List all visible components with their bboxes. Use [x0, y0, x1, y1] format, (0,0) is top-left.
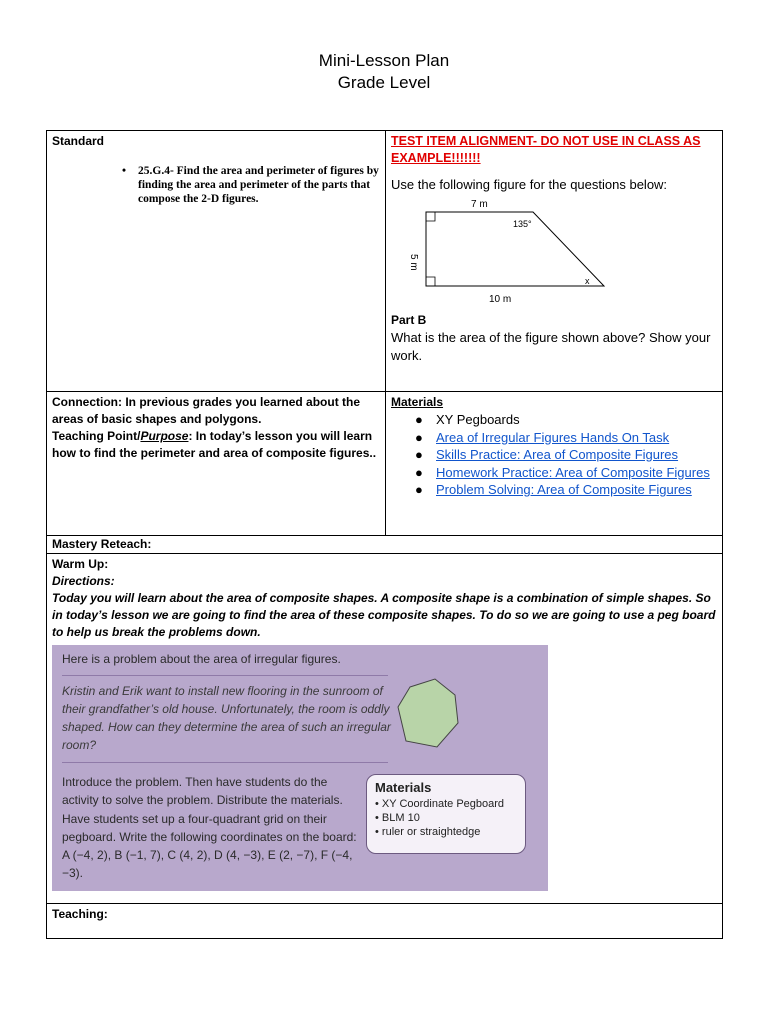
- bullet-icon: ●: [415, 412, 423, 427]
- standard-row: [47, 131, 723, 392]
- divider: [62, 762, 388, 763]
- teaching-label: Teaching:: [52, 907, 108, 921]
- teaching-row: [47, 904, 723, 939]
- excerpt-material-item: • BLM 10: [375, 812, 420, 824]
- mastery-label: Mastery Reteach:: [52, 537, 152, 551]
- figure-bottom-label: 10 m: [489, 294, 512, 304]
- figure-unknown-label: x: [585, 276, 590, 286]
- connection-cell: [47, 392, 386, 536]
- lesson-plan-table: [46, 130, 723, 939]
- figure-angle-label: 135°: [513, 219, 532, 229]
- irregular-shape-icon: [392, 675, 467, 755]
- divider: [62, 675, 388, 676]
- material-item: ● XY Pegboards: [415, 412, 520, 427]
- bullet-icon: ●: [415, 447, 423, 462]
- material-item[interactable]: [391, 464, 717, 482]
- excerpt-title: Here is a problem about the area of irregular figures.: [62, 652, 341, 666]
- figure-top-label: 7 m: [471, 199, 488, 210]
- excerpt-material-item: • XY Coordinate Pegboard: [375, 798, 505, 810]
- excerpt-intro: Introduce the problem. Then have students do the activity to solve the problem. Distribute the materials.: [62, 775, 343, 807]
- standard-label: Standard: [52, 134, 105, 148]
- trapezoid-figure: [391, 192, 621, 304]
- warmup-label: Warm Up:: [52, 557, 109, 571]
- directions-label: Directions:: [52, 574, 115, 588]
- figure-side-label: 5 m: [408, 254, 419, 271]
- part-question: What is the area of the figure shown above? Show your work.: [391, 330, 711, 363]
- bullet-icon: •: [122, 165, 127, 177]
- excerpt-setup: Have students set up a four-quadrant grid on their pegboard. Write the following coordinates on the board: A (−4, 2), B (−1, 7), C (4, 2), D (4, −3), E (2, −7), F (−4, −3).: [62, 812, 357, 880]
- standard-text: 25.G.4- Find the area and perimeter of figures by finding the area and perimeter of the parts that compose the 2-D figures.: [138, 165, 379, 205]
- material-link-homework[interactable]: Homework Practice: Area of Composite Figures: [436, 464, 710, 480]
- test-alert: TEST ITEM ALIGNMENT- DO NOT USE IN CLASS AS EXAMPLE!!!!!!!: [391, 134, 701, 165]
- teaching-text: : In today’s lesson you will learn how to find the perimeter and area of composite figures..: [52, 429, 377, 460]
- excerpt-story: Kristin and Erik want to install new flooring in the sunroom of their grandfather’s old house. Unfortunately, the room is oddly shaped. How can they determine the area of such an irregular room?: [62, 684, 391, 752]
- textbook-excerpt: [52, 645, 548, 891]
- excerpt-materials-box: [366, 774, 526, 854]
- figure-instruction: Use the following figure for the questions below:: [391, 177, 668, 192]
- bullet-icon: ●: [415, 464, 423, 480]
- mastery-cell: [47, 536, 723, 554]
- material-link-hands-on[interactable]: Area of Irregular Figures Hands On Task: [436, 429, 670, 445]
- excerpt-material-item: • ruler or straightedge: [375, 826, 481, 838]
- part-label: Part B: [391, 313, 427, 327]
- materials-list: [391, 411, 717, 499]
- directions-text: Today you will learn about the area of composite shapes. A composite shape is a combination of simple shapes. So in today’s lesson we are going to find the area of these composite shapes. To do so we are going to use a peg board to help us break the problems down.: [52, 591, 716, 639]
- purpose-word: Purpose: [140, 429, 189, 443]
- standard-cell: [47, 131, 386, 392]
- material-link-skills[interactable]: Skills Practice: Area of Composite Figures: [436, 447, 679, 462]
- standard-item: [52, 164, 380, 206]
- page-title: [0, 50, 768, 94]
- bullet-icon: ●: [415, 429, 423, 445]
- material-item[interactable]: [391, 429, 717, 447]
- mastery-row: [47, 536, 723, 554]
- material-link-problem-solving[interactable]: Problem Solving: Area of Composite Figures: [436, 482, 692, 497]
- warmup-cell: [47, 554, 723, 904]
- teaching-point: Teaching Point/Purpose: In today’s lesson you will learn how to find the perimeter and area of composite figures..: [52, 429, 377, 460]
- test-item-cell: [386, 131, 723, 392]
- materials-cell: [386, 392, 723, 536]
- connection-text: Connection: In previous grades you learned about the areas of basic shapes and polygons.: [52, 395, 361, 426]
- teaching-cell: [47, 904, 723, 939]
- grade-level: Grade Level: [337, 73, 431, 92]
- lesson-plan-title: Mini-Lesson Plan: [318, 51, 450, 70]
- excerpt-materials-title: Materials: [375, 780, 432, 795]
- bullet-icon: ●: [415, 482, 423, 497]
- material-item[interactable]: [391, 446, 717, 464]
- warmup-row: [47, 554, 723, 904]
- materials-label: Materials: [391, 395, 444, 409]
- connection-row: [47, 392, 723, 536]
- material-item[interactable]: [391, 481, 717, 499]
